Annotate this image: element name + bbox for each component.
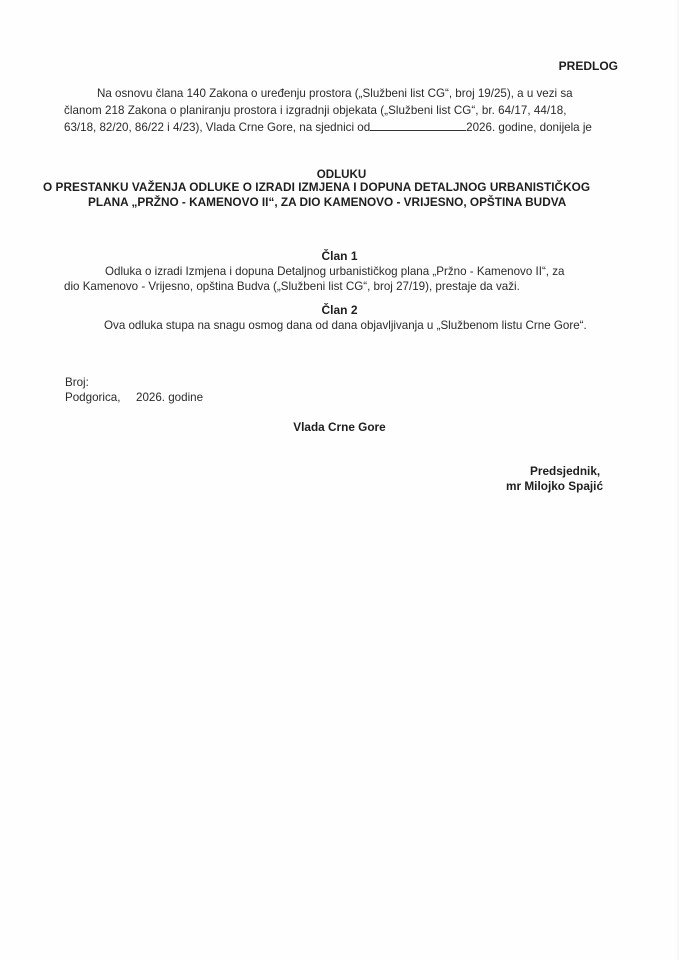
preamble-line-3-end: 2026. godine, donijela je — [466, 121, 592, 134]
preamble-line-3 — [64, 120, 592, 134]
article-2-line-1: Ova odluka stupa na snagu osmog dana od dana objavljivanja u „Službenom listu Crne Gore“. — [104, 319, 587, 332]
article-1-line-2: dio Kamenovo - Vrijesno, opština Budva („Službeni list CG“, broj 27/19), prestaje da važi. — [64, 280, 520, 293]
signer-title: Predsjednik, — [530, 464, 601, 478]
draft-label: PREDLOG — [558, 59, 618, 73]
preamble-line-2: članom 218 Zakona o planiranju prostora i izgradnji objekata („Službeni list CG“, br. 64/17, 44/18, — [64, 104, 567, 117]
article-1-line-1: Odluka o izradi Izmjena i dopuna Detaljnog urbanističkog plana „Pržno - Kamenovo II“, za — [105, 265, 565, 278]
decision-title-line-2: PLANA „PRŽNO - KAMENOVO II“, ZA DIO KAMENOVO - VRIJESNO, OPŠTINA BUDVA — [88, 195, 567, 209]
decision-title-line-1: O PRESTANKU VAŽENJA ODLUKE O IZRADI IZMJENA I DOPUNA DETALJNOG URBANISTIČKOG — [43, 180, 591, 194]
preamble-line-3-start: 63/18, 82/20, 86/22 i 4/23), Vlada Crne Gore, na sjednici od — [64, 121, 371, 134]
article-2-heading: Član 2 — [321, 303, 358, 317]
decision-word: ODLUKU — [316, 168, 367, 181]
place-date: 2026. godine — [136, 391, 204, 404]
place-label: Podgorica, — [65, 391, 121, 404]
number-label: Broj: — [65, 376, 89, 389]
session-date-blank — [370, 120, 466, 131]
article-1-heading: Član 1 — [321, 249, 358, 263]
preamble-line-1: Na osnovu člana 140 Zakona o uređenju prostora („Službeni list CG“, broj 19/25), a u vezi sa — [97, 87, 573, 100]
issuer-name: Vlada Crne Gore — [293, 420, 386, 434]
signer-name: mr Milojko Spajić — [506, 479, 604, 493]
